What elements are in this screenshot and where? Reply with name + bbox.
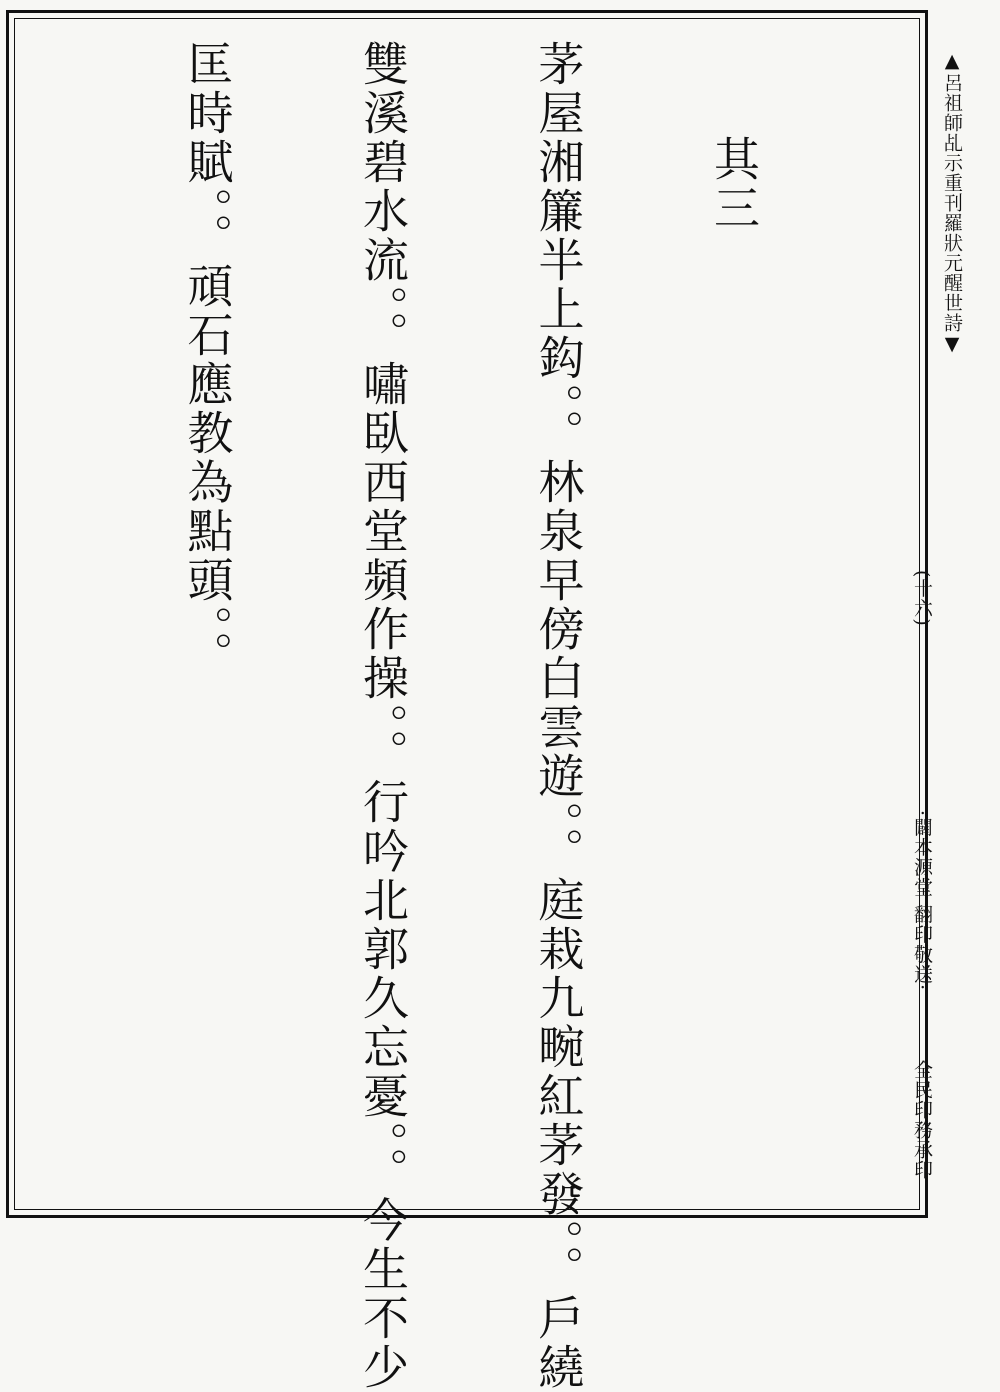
margin-publisher: ·闢本源堂 翻印敬送·: [911, 810, 933, 992]
poem-3-line-3: 匡時賦。。頑石應教為點頭。。: [180, 40, 235, 680]
poem-4-title: [0, 40, 3, 1190]
margin-page-number: (十六): [911, 570, 933, 627]
margin-book-title: ▲呂祖師乩示重刊羅狀元醒世詩▼: [941, 50, 963, 356]
page-margin-column: [911, 50, 967, 1220]
poem-3-line-1: 茅屋湘簾半上鈎。。林泉早傍白雲遊。。庭栽九畹紅茅發。。戶繞: [531, 40, 586, 1392]
margin-printer: 全民印務承印: [911, 1060, 933, 1180]
poem-text-block: [30, 40, 880, 1392]
poem-3-title: 其三: [707, 135, 761, 233]
poem-3-line-2: 雙溪碧水流。。嘯臥西堂頻作操。。行吟北郭久忘憂。。今生不少: [356, 40, 410, 1392]
